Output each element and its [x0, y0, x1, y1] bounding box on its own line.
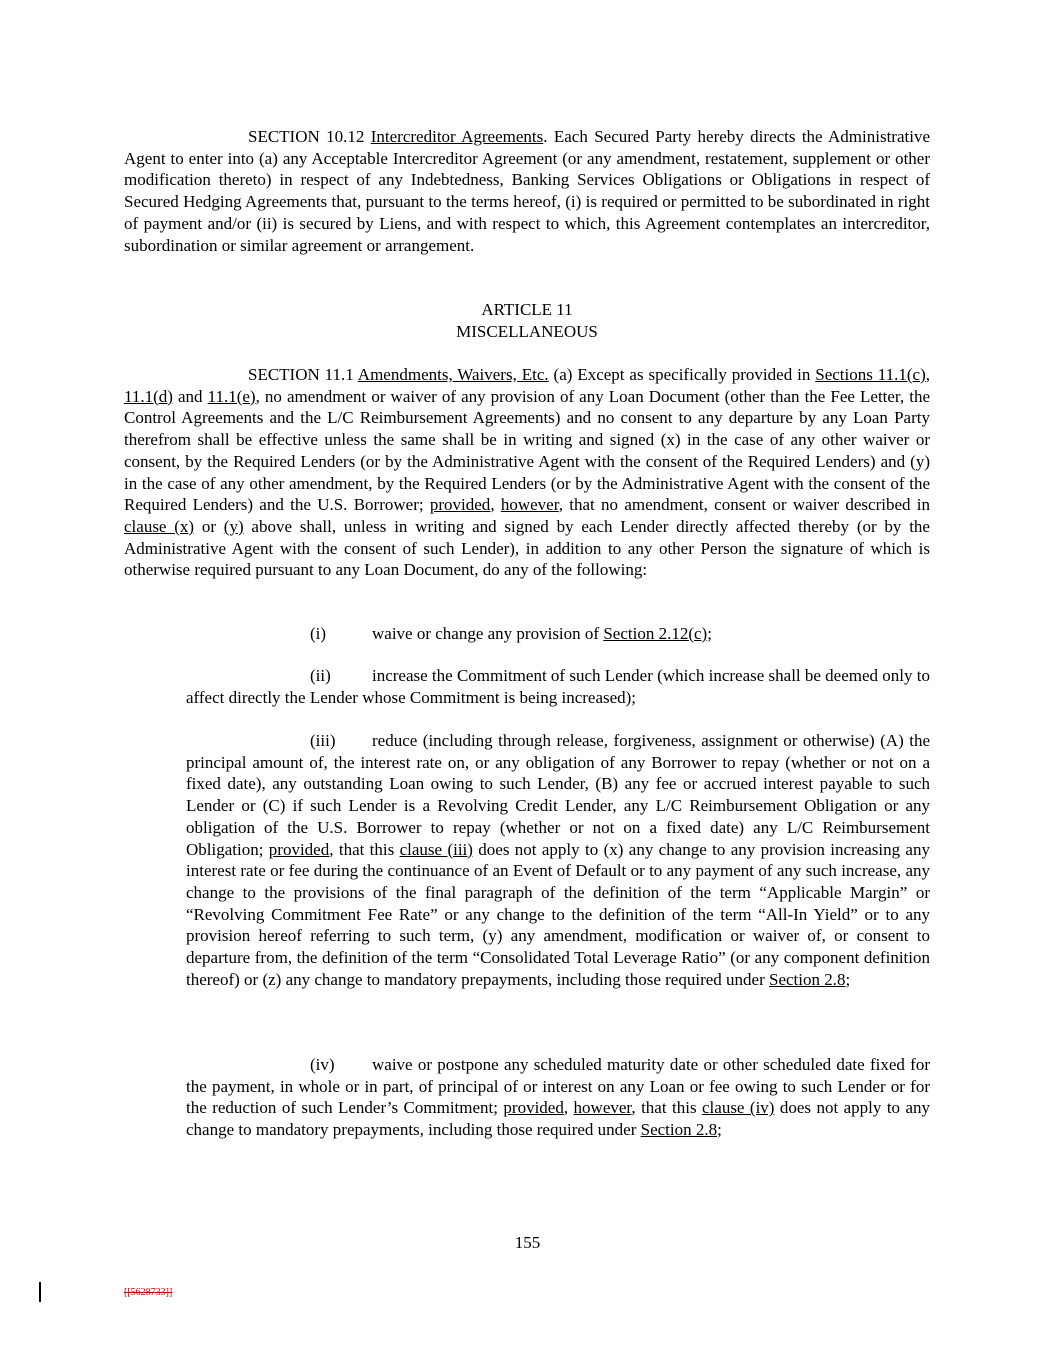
section-10-12-heading: SECTION 10.12	[248, 127, 365, 146]
ref-clause-y: (y)	[223, 516, 244, 536]
article-number: ARTICLE 11	[481, 300, 573, 319]
item-ii: (ii) increase the Commitment of such Lender (which increase shall be deemed only to affect directly the Lender whose Commitment is being increased);	[186, 666, 930, 707]
provided-term: provided	[503, 1098, 564, 1118]
page-number: 155	[514, 1233, 541, 1252]
section-11-1-heading: SECTION 11.1	[248, 365, 354, 384]
section-11-1: SECTION 11.1 Amendments, Waivers, Etc. (a) Except as specifically provided in Sections 11.1(c), 11.1(d) and 11.1(e), no amendment or waiver of any provision of any Loan Document (other than the Fee Letter, the Control Agreements and the L/C Reimbursement Agreements) and no consent to any departure by any Loan Party therefrom shall be effective unless the same shall be in writing and signed (x) in the case of any other waiver or consent, by the Required Lenders (or by the Administrative Agent with the consent of the Required Lenders) and (y) in the case of any other amendment, by the Required Lenders (or by the Administrative Agent with the consent of the Required Lenders) and the U.S. Borrower; provided, however, that no amendment, consent or waiver described in clause (x) or (y) above shall, unless in writing and signed by each Lender directly affected thereby (or by the Administrative Agent with the consent of such Lender), in addition to any other Person the signature of which is otherwise required pursuant to any Loan Document, do any of the following:	[124, 365, 931, 580]
ref-clause-iii: clause (iii)	[399, 839, 473, 859]
item-iii-number: (iii)	[310, 731, 336, 750]
change-bar	[39, 1282, 41, 1302]
item-i-number: (i)	[310, 624, 327, 643]
section-10-12-body: . Each Secured Party hereby directs the Administrative Agent to enter into (a) any Acceptable Intercreditor Agreement (or any amendment, restatement, supplement or other modification thereto) in respect of any Indebtedness, Banking Services Obligations or Obligations in respect of Secured Hedging Agreements that, pursuant to the terms hereof, (i) is required or permitted to be subordinated in right of payment and/or (ii) is secured by Liens, and with respect to which, this Agreement contemplates an intercreditor, subordination or similar agreement or arrangement.	[124, 127, 931, 255]
however-term: however	[500, 495, 559, 515]
ref-sections-11-1-c: Sections 11.1(c)	[815, 365, 926, 384]
item-iv: (iv) waive or postpone any scheduled maturity date or other scheduled date fixed for the payment, in whole or in part, of principal of or interest on any Loan or fee owing to such Lender or for the reduction of such Lender’s Commitment; provided, however, that this clause (iv) does not apply to any change to mandatory prepayments, including those required under Section 2.8;	[186, 1055, 931, 1140]
item-iv-number: (iv)	[310, 1055, 335, 1074]
provided-term: provided	[268, 839, 330, 859]
document-id: [[5628733]]	[124, 1287, 173, 1298]
ref-section-2-12-c: Section 2.12(c)	[603, 624, 708, 643]
article-title: MISCELLANEOUS	[456, 322, 598, 341]
section-10-12-title: Intercreditor Agreements	[370, 127, 544, 146]
provided-term: provided	[429, 495, 491, 515]
section-11-1-title: Amendments, Waivers, Etc.	[357, 365, 549, 384]
however-term: however	[573, 1098, 632, 1118]
item-iii: (iii) reduce (including through release, forgiveness, assignment or otherwise) (A) the principal amount of, the interest rate on, or any obligation of any Borrower to repay (whether or not on a fixed date), any outstanding Loan owing to such Lender, (B) any fee or accrued interest payable to such Lender or (C) if such Lender is a Revolving Credit Lender, any L/C Reimbursement Obligation or any obligation of the U.S. Borrower to repay (whether or not on a fixed date) any L/C Reimbursement Obligation; provided, that this clause (iii) does not apply to (x) any change to any provision increasing any interest rate or fee during the continuance of an Event of Default or to any payment of any such increase, any change to the provisions of the final paragraph of the definition of the term “Applicable Margin” or “Revolving Commitment Fee Rate” or any change to the definition of the term “All-In Yield” or to any provision hereof referring to such term, (y) any amendment, modification or waiver of, or consent to departure from, the definition of the term “Consolidated Total Leverage Ratio” (or any component definition thereof) or (z) any change to mandatory prepayments, including those required under Section 2.8;	[186, 731, 930, 989]
ref-section-2-8: Section 2.8	[768, 969, 846, 989]
item-i: (i) waive or change any provision of Section 2.12(c);	[310, 624, 712, 643]
ref-11-1-e: 11.1(e)	[207, 386, 256, 406]
ref-section-2-8: Section 2.8	[640, 1120, 718, 1140]
item-ii-number: (ii)	[310, 666, 331, 685]
ref-clause-iv: clause (iv)	[702, 1098, 775, 1118]
section-10-12	[124, 126, 930, 256]
ref-11-1-d: 11.1(d)	[124, 386, 173, 406]
ref-clause-x: clause (x)	[124, 516, 195, 536]
